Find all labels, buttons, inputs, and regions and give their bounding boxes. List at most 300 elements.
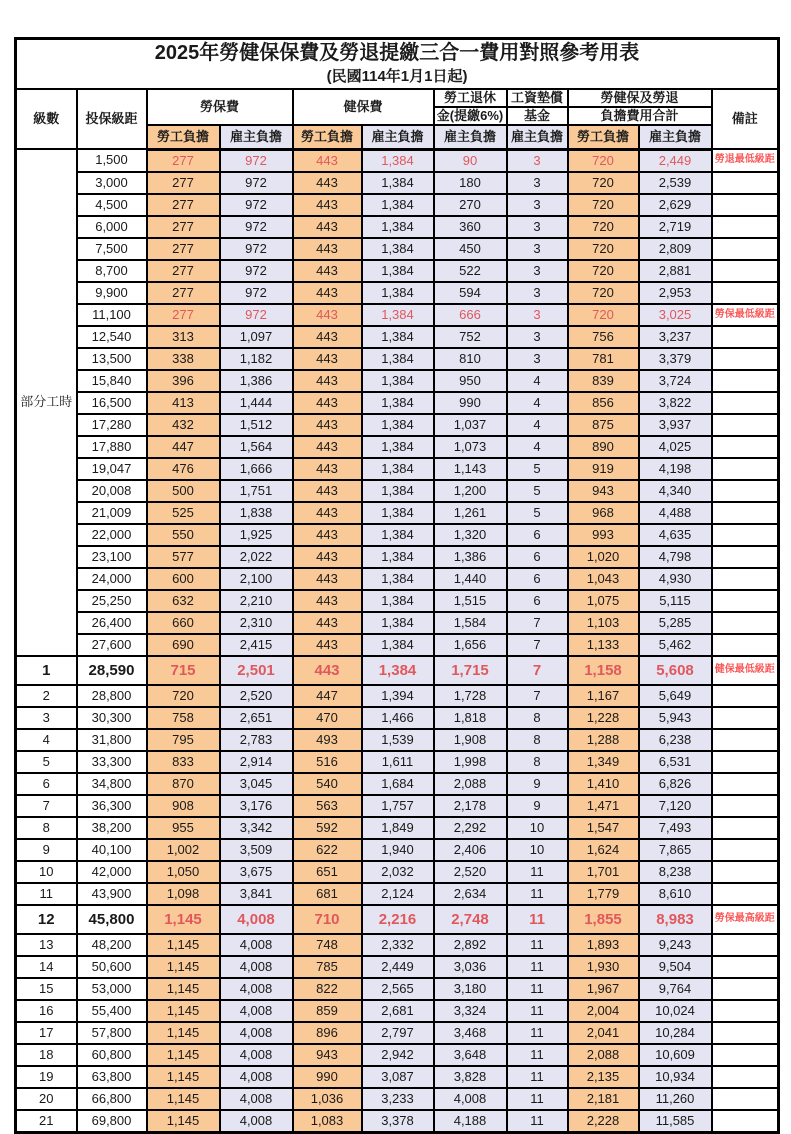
value-cell-employer: 1,384 [362,149,434,172]
value-cell-employer: 2,520 [434,861,507,883]
value-cell-employer: 450 [434,238,507,260]
value-cell-employer: 11 [507,1044,568,1066]
value-cell-employer: 3 [507,260,568,282]
remark-cell [712,238,779,260]
value-cell-employee: 795 [147,729,220,751]
value-cell-employer: 1,940 [362,839,434,861]
value-cell-employee: 338 [147,348,220,370]
value-cell-employer: 752 [434,326,507,348]
value-cell-employee: 592 [293,817,362,839]
remark-cell [712,634,779,656]
value-cell-employer: 2,292 [434,817,507,839]
value-cell-employer: 270 [434,194,507,216]
value-cell-employer: 4,008 [220,934,293,956]
table-title-block [16,39,779,89]
value-cell-employer: 8,238 [639,861,712,883]
subheader-employee-share-0: 勞工負擔 [147,125,220,150]
table-row [16,934,779,956]
value-cell-employee: 443 [293,238,362,260]
bracket-cell: 13,500 [77,348,147,370]
value-cell-employer: 11,260 [639,1088,712,1110]
remark-cell: 勞保最高級距 [712,905,779,934]
value-cell-employee: 470 [293,707,362,729]
value-cell-employee: 2,088 [568,1044,639,1066]
value-cell-employee: 660 [147,612,220,634]
value-cell-employer: 4 [507,436,568,458]
value-cell-employee: 1,855 [568,905,639,934]
table-row [16,656,779,685]
value-cell-employee: 1,083 [293,1110,362,1133]
value-cell-employer: 2,022 [220,546,293,568]
value-cell-employer: 3,468 [434,1022,507,1044]
bracket-cell: 55,400 [77,1000,147,1022]
level-cell: 21 [16,1110,77,1133]
value-cell-employer: 4 [507,414,568,436]
level-cell: 12 [16,905,77,934]
bracket-cell: 57,800 [77,1022,147,1044]
bracket-cell: 6,000 [77,216,147,238]
level-cell: 3 [16,707,77,729]
level-cell: 9 [16,839,77,861]
value-cell-employer: 2,809 [639,238,712,260]
value-cell-employer: 810 [434,348,507,370]
value-cell-employer: 5,115 [639,590,712,612]
value-cell-employee: 1,471 [568,795,639,817]
value-cell-employer: 1,384 [362,370,434,392]
value-cell-employer: 3,180 [434,978,507,1000]
value-cell-employer: 1,384 [362,238,434,260]
value-cell-employer: 1,386 [434,546,507,568]
value-cell-employer: 2,332 [362,934,434,956]
value-cell-employer: 2,501 [220,656,293,685]
value-cell-employer: 4,008 [434,1088,507,1110]
value-cell-employer: 1,320 [434,524,507,546]
value-cell-employer: 2,634 [434,883,507,905]
value-cell-employee: 1,145 [147,1066,220,1088]
value-cell-employer: 3 [507,348,568,370]
value-cell-employer: 1,384 [362,656,434,685]
value-cell-employer: 1,925 [220,524,293,546]
value-cell-employer: 2,748 [434,905,507,934]
value-cell-employer: 2,565 [362,978,434,1000]
value-cell-employer: 11 [507,905,568,934]
table-row [16,905,779,934]
level-cell: 19 [16,1066,77,1088]
value-cell-employer: 7 [507,685,568,707]
bracket-cell: 9,900 [77,282,147,304]
bracket-cell: 60,800 [77,1044,147,1066]
value-cell-employee: 1,288 [568,729,639,751]
remark-cell [712,956,779,978]
bracket-cell: 22,000 [77,524,147,546]
value-cell-employer: 1,384 [362,348,434,370]
remark-cell [712,480,779,502]
column-header-health-insurance: 健保費 [293,89,434,125]
bracket-cell: 36,300 [77,795,147,817]
value-cell-employee: 277 [147,172,220,194]
table-body [16,149,779,1132]
value-cell-employee: 758 [147,707,220,729]
value-cell-employer: 5 [507,480,568,502]
value-cell-employer: 9,764 [639,978,712,1000]
value-cell-employee: 1,145 [147,905,220,934]
value-cell-employer: 950 [434,370,507,392]
table-row [16,956,779,978]
value-cell-employer: 4,635 [639,524,712,546]
column-header-labor-insurance: 勞保費 [147,89,293,125]
bracket-cell: 8,700 [77,260,147,282]
value-cell-employee: 443 [293,149,362,172]
table-row [16,260,779,282]
column-header-remark: 備註 [712,89,779,150]
value-cell-employer: 972 [220,172,293,194]
value-cell-employer: 1,751 [220,480,293,502]
value-cell-employee: 720 [568,282,639,304]
value-cell-employer: 10,024 [639,1000,712,1022]
column-header-wage-fund-line1: 工資墊償 [507,89,568,107]
value-cell-employer: 8 [507,751,568,773]
bracket-cell: 43,900 [77,883,147,905]
page-subtitle: (民國114年1月1日起) [326,68,468,86]
table-row [16,172,779,194]
remark-cell [712,458,779,480]
value-cell-employer: 1,818 [434,707,507,729]
table-row [16,773,779,795]
value-cell-employer: 1,564 [220,436,293,458]
value-cell-employee: 277 [147,304,220,326]
value-cell-employee: 859 [293,1000,362,1022]
table-row [16,546,779,568]
value-cell-employee: 1,133 [568,634,639,656]
table-row [16,524,779,546]
value-cell-employer: 3,378 [362,1110,434,1133]
bracket-cell: 1,500 [77,149,147,172]
value-cell-employer: 11 [507,1022,568,1044]
value-cell-employer: 1,384 [362,546,434,568]
value-cell-employee: 1,893 [568,934,639,956]
value-cell-employer: 3,045 [220,773,293,795]
value-cell-employer: 2,032 [362,861,434,883]
value-cell-employee: 1,145 [147,1022,220,1044]
remark-cell [712,414,779,436]
value-cell-employer: 6 [507,568,568,590]
value-cell-employer: 7 [507,612,568,634]
table-row [16,861,779,883]
value-cell-employee: 1,158 [568,656,639,685]
value-cell-employer: 1,200 [434,480,507,502]
remark-cell [712,978,779,1000]
value-cell-employer: 3,233 [362,1088,434,1110]
value-cell-employee: 577 [147,546,220,568]
value-cell-employer: 1,384 [362,612,434,634]
value-cell-employee: 1,145 [147,1110,220,1133]
value-cell-employer: 2,449 [362,956,434,978]
value-cell-employee: 681 [293,883,362,905]
table-row [16,612,779,634]
bracket-cell: 53,000 [77,978,147,1000]
subheader-employer-share-7: 雇主負擔 [639,125,712,150]
value-cell-employer: 1,384 [362,172,434,194]
bracket-cell: 26,400 [77,612,147,634]
value-cell-employer: 1,073 [434,436,507,458]
table-row [16,238,779,260]
value-cell-employee: 550 [147,524,220,546]
value-cell-employer: 1,715 [434,656,507,685]
value-cell-employer: 2,124 [362,883,434,905]
value-cell-employer: 4,025 [639,436,712,458]
value-cell-employee: 443 [293,370,362,392]
value-cell-employer: 1,584 [434,612,507,634]
bracket-cell: 48,200 [77,934,147,956]
value-cell-employee: 748 [293,934,362,956]
value-cell-employer: 90 [434,149,507,172]
bracket-cell: 50,600 [77,956,147,978]
remark-cell [712,326,779,348]
value-cell-employer: 9 [507,773,568,795]
value-cell-employee: 525 [147,502,220,524]
value-cell-employer: 972 [220,304,293,326]
value-cell-employer: 6,238 [639,729,712,751]
remark-cell [712,1022,779,1044]
bracket-cell: 19,047 [77,458,147,480]
value-cell-employer: 1,384 [362,590,434,612]
value-cell-employer: 1,611 [362,751,434,773]
value-cell-employer: 3,724 [639,370,712,392]
value-cell-employee: 396 [147,370,220,392]
table-row [16,751,779,773]
remark-cell [712,1000,779,1022]
bracket-cell: 17,880 [77,436,147,458]
table-row [16,436,779,458]
remark-cell [712,524,779,546]
value-cell-employer: 11 [507,956,568,978]
value-cell-employer: 7 [507,656,568,685]
value-cell-employer: 1,466 [362,707,434,729]
value-cell-employer: 972 [220,282,293,304]
level-cell: 2 [16,685,77,707]
value-cell-employer: 3,648 [434,1044,507,1066]
table-row [16,1022,779,1044]
bracket-cell: 16,500 [77,392,147,414]
value-cell-employer: 3,841 [220,883,293,905]
value-cell-employer: 11 [507,1110,568,1133]
table-row [16,326,779,348]
value-cell-employer: 1,384 [362,502,434,524]
value-cell-employer: 972 [220,216,293,238]
value-cell-employee: 1,145 [147,934,220,956]
value-cell-employee: 277 [147,282,220,304]
value-cell-employee: 822 [293,978,362,1000]
value-cell-employer: 2,310 [220,612,293,634]
value-cell-employee: 600 [147,568,220,590]
bracket-cell: 66,800 [77,1088,147,1110]
value-cell-employer: 4,008 [220,1110,293,1133]
value-cell-employee: 955 [147,817,220,839]
value-cell-employer: 4,008 [220,1022,293,1044]
remark-cell [712,546,779,568]
table-row [16,458,779,480]
column-header-total-line2: 負擔費用合計 [568,107,712,125]
value-cell-employee: 839 [568,370,639,392]
value-cell-employer: 5,462 [639,634,712,656]
subheader-employer-share-5: 雇主負擔 [507,125,568,150]
level-group-cell-part-time: 部分工時 [16,149,77,656]
bracket-cell: 27,600 [77,634,147,656]
value-cell-employer: 8,983 [639,905,712,934]
value-cell-employer: 4,798 [639,546,712,568]
value-cell-employer: 3,237 [639,326,712,348]
level-cell: 20 [16,1088,77,1110]
value-cell-employee: 2,135 [568,1066,639,1088]
remark-cell [712,1044,779,1066]
value-cell-employee: 1,145 [147,1088,220,1110]
value-cell-employer: 5,608 [639,656,712,685]
bracket-cell: 23,100 [77,546,147,568]
value-cell-employee: 1,967 [568,978,639,1000]
value-cell-employee: 443 [293,172,362,194]
bracket-cell: 45,800 [77,905,147,934]
remark-cell [712,685,779,707]
value-cell-employee: 690 [147,634,220,656]
value-cell-employer: 5,649 [639,685,712,707]
value-cell-employer: 8 [507,729,568,751]
bracket-cell: 21,009 [77,502,147,524]
value-cell-employer: 9,504 [639,956,712,978]
bracket-cell: 34,800 [77,773,147,795]
value-cell-employee: 443 [293,348,362,370]
value-cell-employer: 3,822 [639,392,712,414]
value-cell-employee: 720 [568,172,639,194]
value-cell-employer: 1,384 [362,326,434,348]
table-row [16,216,779,238]
value-cell-employee: 1,020 [568,546,639,568]
value-cell-employer: 3,937 [639,414,712,436]
remark-cell [712,707,779,729]
remark-cell [712,590,779,612]
level-cell: 13 [16,934,77,956]
value-cell-employer: 7 [507,634,568,656]
value-cell-employee: 875 [568,414,639,436]
value-cell-employer: 1,037 [434,414,507,436]
value-cell-employee: 443 [293,326,362,348]
value-cell-employee: 720 [568,260,639,282]
value-cell-employee: 443 [293,304,362,326]
level-cell: 1 [16,656,77,685]
value-cell-employer: 1,384 [362,436,434,458]
remark-cell [712,817,779,839]
value-cell-employer: 10,934 [639,1066,712,1088]
value-cell-employee: 1,098 [147,883,220,905]
value-cell-employer: 1,143 [434,458,507,480]
value-cell-employee: 651 [293,861,362,883]
value-cell-employer: 1,384 [362,634,434,656]
value-cell-employee: 443 [293,216,362,238]
value-cell-employer: 6 [507,590,568,612]
bracket-cell: 17,280 [77,414,147,436]
premium-reference-table [14,37,780,1134]
value-cell-employee: 720 [147,685,220,707]
value-cell-employer: 3,087 [362,1066,434,1088]
bracket-cell: 15,840 [77,370,147,392]
value-cell-employer: 3,324 [434,1000,507,1022]
value-cell-employee: 277 [147,216,220,238]
value-cell-employer: 10,284 [639,1022,712,1044]
value-cell-employer: 360 [434,216,507,238]
subheader-employer-share-4: 雇主負擔 [434,125,507,150]
value-cell-employee: 720 [568,194,639,216]
level-cell: 4 [16,729,77,751]
table-row [16,590,779,612]
value-cell-employer: 3 [507,238,568,260]
value-cell-employee: 720 [568,304,639,326]
value-cell-employer: 2,100 [220,568,293,590]
bracket-cell: 33,300 [77,751,147,773]
value-cell-employee: 443 [293,524,362,546]
value-cell-employer: 1,728 [434,685,507,707]
value-cell-employer: 4,008 [220,978,293,1000]
value-cell-employee: 443 [293,480,362,502]
table-row [16,502,779,524]
bracket-cell: 4,500 [77,194,147,216]
value-cell-employer: 2,178 [434,795,507,817]
remark-cell [712,934,779,956]
level-cell: 8 [16,817,77,839]
value-cell-employer: 5 [507,458,568,480]
table-row [16,282,779,304]
remark-cell [712,612,779,634]
value-cell-employer: 1,261 [434,502,507,524]
value-cell-employer: 9,243 [639,934,712,956]
value-cell-employer: 2,942 [362,1044,434,1066]
value-cell-employee: 710 [293,905,362,934]
value-cell-employer: 4,008 [220,956,293,978]
value-cell-employer: 1,384 [362,480,434,502]
value-cell-employer: 1,757 [362,795,434,817]
value-cell-employee: 277 [147,238,220,260]
value-cell-employer: 1,384 [362,568,434,590]
level-cell: 15 [16,978,77,1000]
remark-cell [712,883,779,905]
table-row [16,1066,779,1088]
table-row [16,817,779,839]
table-row [16,1110,779,1133]
remark-cell [712,282,779,304]
table-row [16,348,779,370]
table-row [16,414,779,436]
value-cell-employee: 500 [147,480,220,502]
value-cell-employer: 4,488 [639,502,712,524]
remark-cell [712,348,779,370]
value-cell-employer: 1,515 [434,590,507,612]
column-header-total-line1: 勞健保及勞退 [568,89,712,107]
value-cell-employer: 3,675 [220,861,293,883]
value-cell-employer: 5 [507,502,568,524]
value-cell-employee: 447 [293,685,362,707]
page-title: 2025年勞健保保費及勞退提繳三合一費用對照參考用表 [154,42,640,65]
table-row [16,839,779,861]
remark-cell [712,568,779,590]
value-cell-employer: 4,008 [220,1000,293,1022]
remark-cell [712,392,779,414]
level-cell: 7 [16,795,77,817]
value-cell-employer: 2,629 [639,194,712,216]
value-cell-employee: 443 [293,568,362,590]
bracket-cell: 42,000 [77,861,147,883]
value-cell-employer: 3 [507,282,568,304]
bracket-cell: 11,100 [77,304,147,326]
subheader-employer-share-3: 雇主負擔 [362,125,434,150]
level-cell: 17 [16,1022,77,1044]
